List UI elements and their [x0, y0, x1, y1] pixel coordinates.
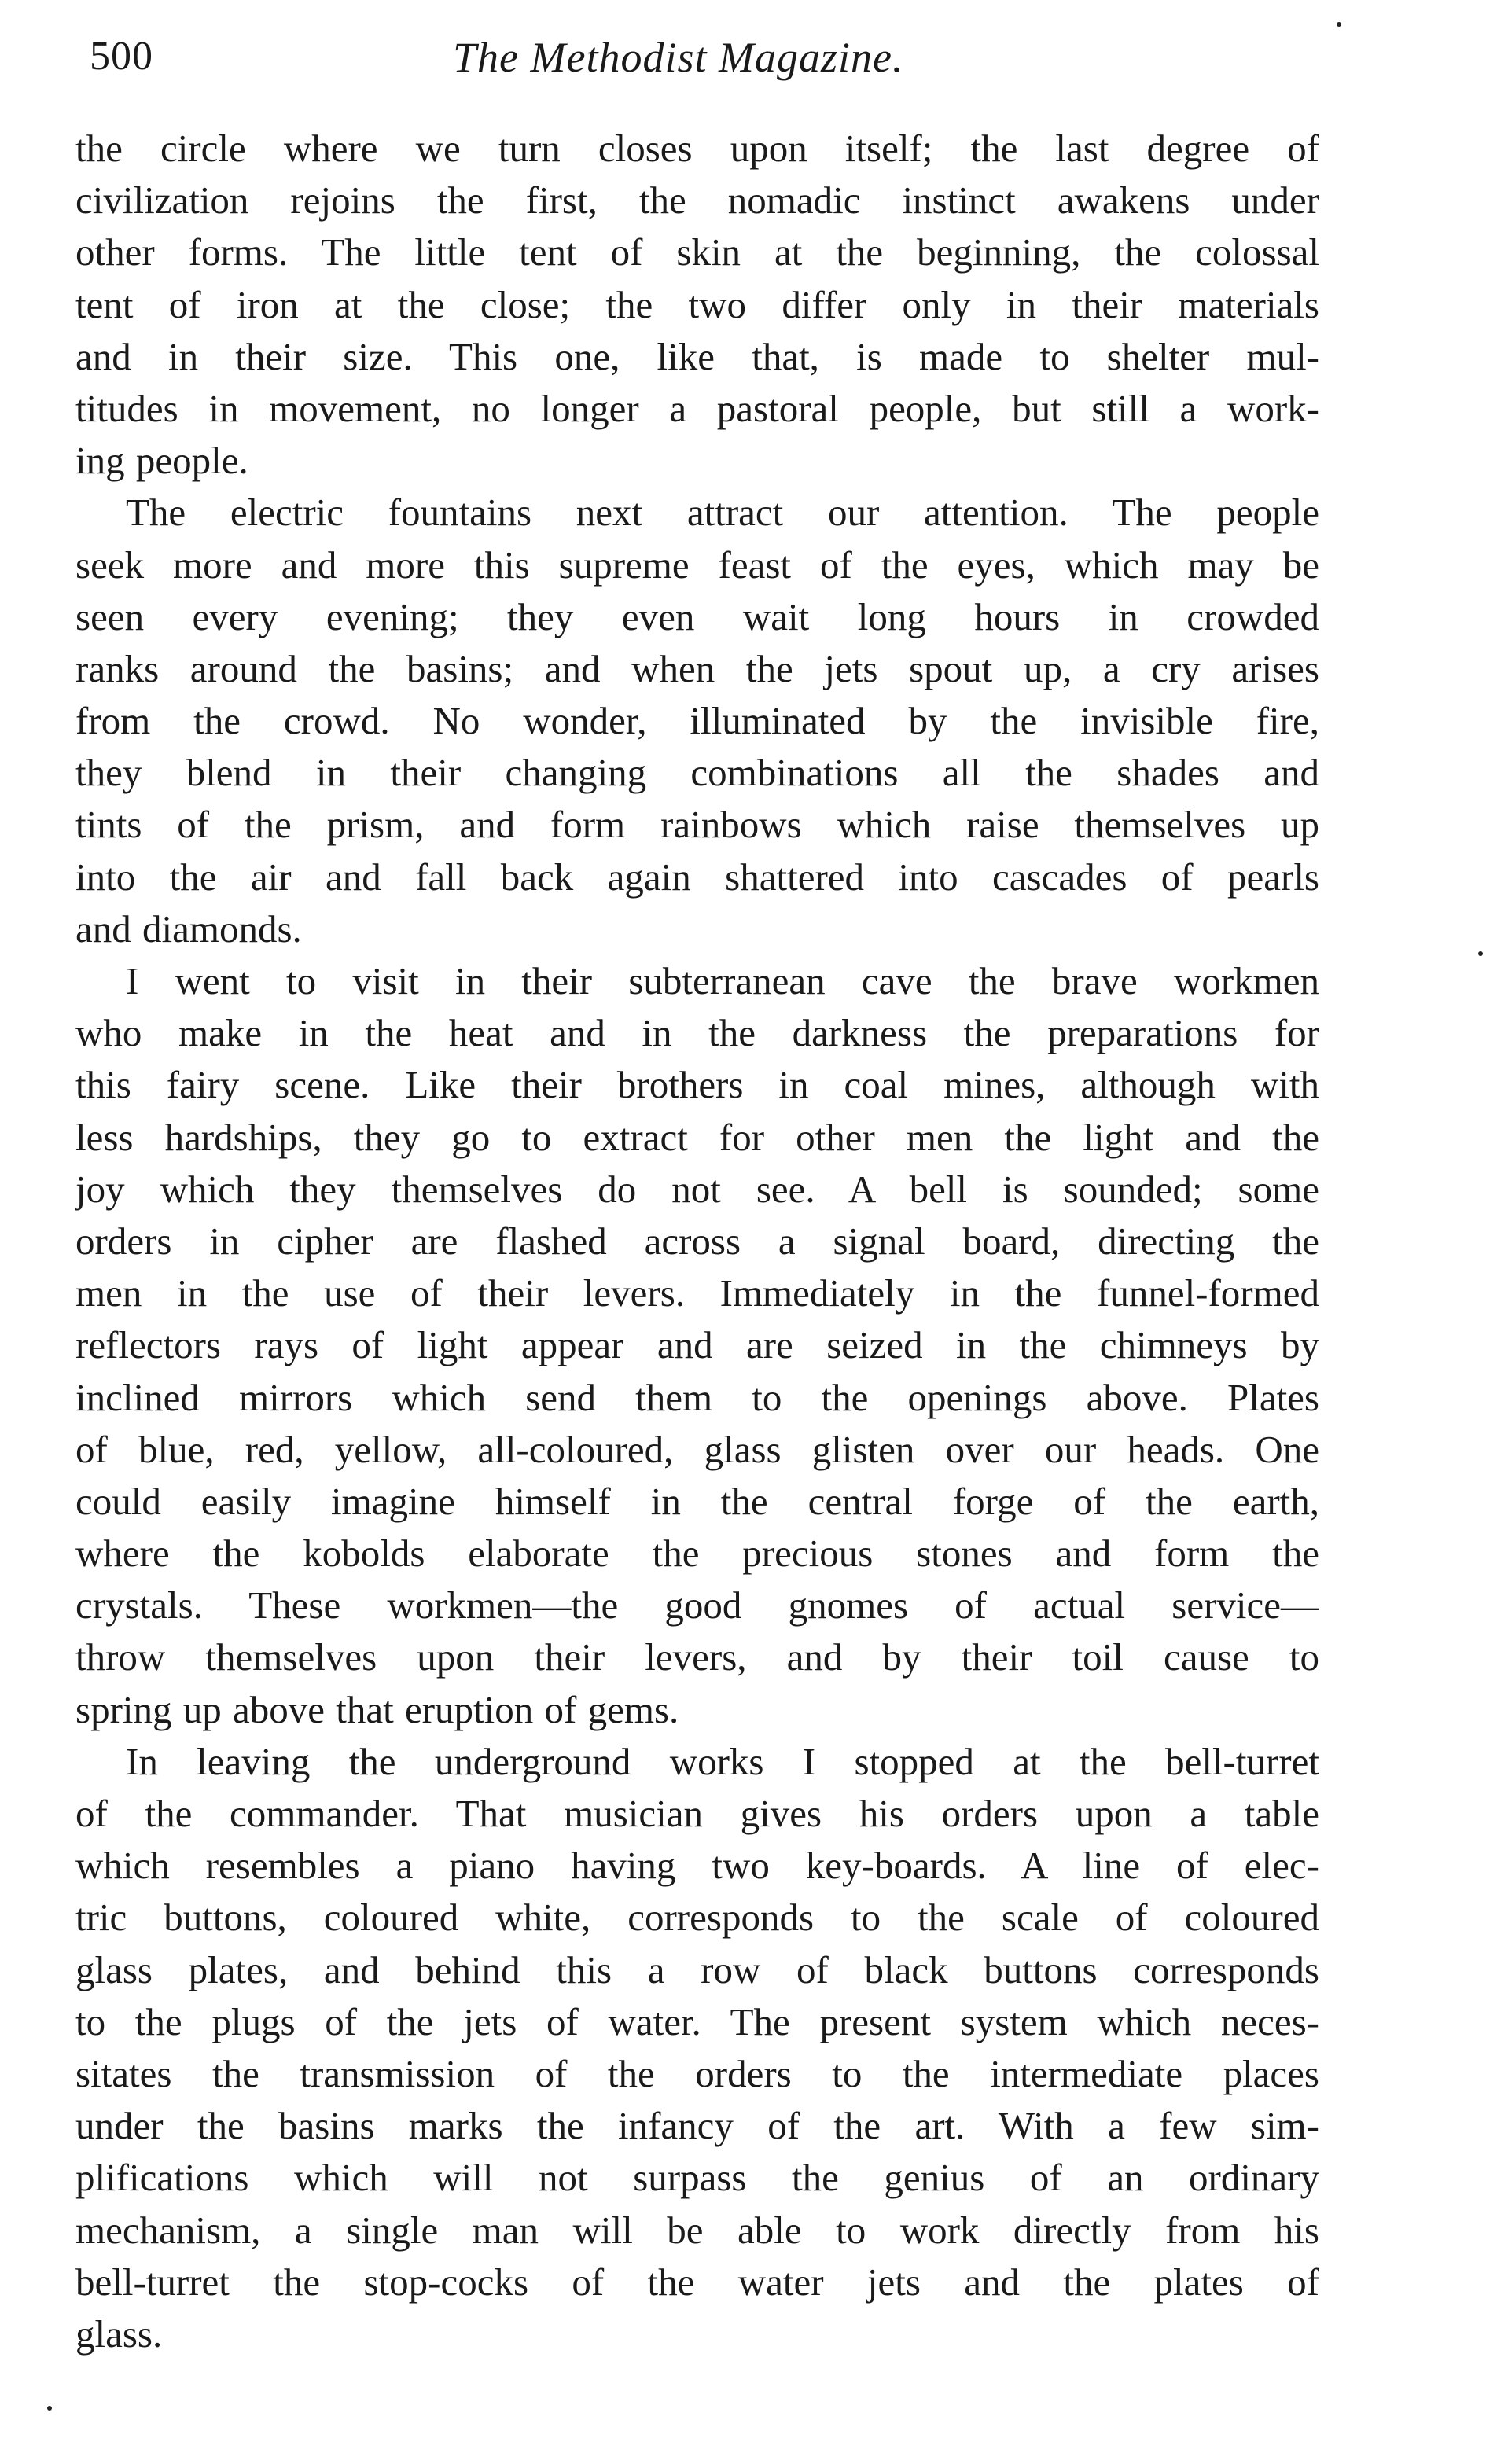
text-line: and in their size. This one, like that, is made to shelter mul- [75, 334, 1319, 378]
text-line: of blue, red, yellow, all-coloured, glass glisten over our heads. One [75, 1427, 1319, 1471]
paragraph-end-line: spring up above that eruption of gems. [75, 1687, 679, 1731]
text-line: tints of the prism, and form rainbows which raise themselves up [75, 803, 1319, 847]
text-line: civilization rejoins the first, the nomadic instinct awakens under [75, 178, 1319, 222]
paragraph-start-line: In leaving the underground works I stopped at the bell-turret [126, 1739, 1319, 1783]
print-speck [47, 2406, 52, 2411]
text-line: which resembles a piano having two key-boards. A line of elec- [75, 1844, 1319, 1888]
text-line: from the crowd. No wonder, illuminated by the invisible fire, [75, 699, 1319, 743]
text-line: who make in the heat and in the darkness the preparations for [75, 1011, 1319, 1055]
text-line: inclined mirrors which send them to the openings above. Plates [75, 1375, 1319, 1419]
text-line: joy which they themselves do not see. A bell is sounded; some [75, 1167, 1319, 1211]
text-line: where the kobolds elaborate the precious stones and form the [75, 1532, 1319, 1576]
text-line: the circle where we turn closes upon itself; the last degree of [75, 127, 1319, 170]
text-line: orders in cipher are flashed across a signal board, directing the [75, 1219, 1319, 1263]
text-line: this fairy scene. Like their brothers in coal mines, although with [75, 1063, 1319, 1107]
text-line: to the plugs of the jets of water. The present system which neces- [75, 1999, 1319, 2043]
text-line: tric buttons, coloured white, corresponds to the scale of coloured [75, 1896, 1319, 1940]
text-line: sitates the transmission of the orders to the intermediate places [75, 2051, 1319, 2095]
text-line: reflectors rays of light appear and are seized in the chimneys by [75, 1323, 1319, 1367]
running-head [82, 30, 1324, 93]
text-line: could easily imagine himself in the central forge of the earth, [75, 1479, 1319, 1523]
journal-title: The Methodist Magazine. [453, 34, 904, 81]
text-line: of the commander. That musician gives his orders upon a table [75, 1792, 1319, 1835]
text-line: titudes in movement, no longer a pastoral people, but still a work- [75, 386, 1319, 430]
text-line: other forms. The little tent of skin at the beginning, the colossal [75, 230, 1319, 274]
paragraph-start-line: I went to visit in their subterranean cave the brave workmen [126, 959, 1319, 1002]
text-line: less hardships, they go to extract for other men the light and the [75, 1115, 1319, 1159]
text-line: crystals. These workmen—the good gnomes of actual service— [75, 1583, 1319, 1627]
text-line: ranks around the basins; and when the jets spout up, a cry arises [75, 646, 1319, 690]
text-line: into the air and fall back again shattered into cascades of pearls [75, 855, 1319, 899]
print-speck [1478, 951, 1483, 956]
text-line: men in the use of their levers. Immediately in the funnel-formed [75, 1271, 1319, 1315]
text-line: they blend in their changing combinations all the shades and [75, 751, 1319, 795]
text-line: bell-turret the stop-cocks of the water jets and the plates of [75, 2260, 1319, 2304]
text-line: seek more and more this supreme feast of the eyes, which may be [75, 542, 1319, 587]
text-line: tent of iron at the close; the two differ only in their materials [75, 282, 1319, 326]
paragraph-end-line: glass. [75, 2311, 163, 2356]
text-line: seen every evening; they even wait long hours in crowded [75, 594, 1319, 638]
page-number: 500 [90, 34, 153, 79]
text-line: mechanism, a single man will be able to work directly from his [75, 2208, 1319, 2252]
text-line: throw themselves upon their levers, and by their toil cause to [75, 1635, 1319, 1679]
text-line: under the basins marks the infancy of the art. With a few sim- [75, 2104, 1319, 2148]
paragraph-end-line: and diamonds. [75, 907, 302, 951]
paragraph-start-line: The electric fountains next attract our attention. The people [126, 491, 1319, 535]
paragraph-end-line: ing people. [75, 439, 248, 483]
body-text [75, 123, 1319, 2360]
print-speck [1337, 22, 1341, 27]
text-line: glass plates, and behind this a row of black buttons corresponds [75, 1947, 1319, 1991]
text-line: plifications which will not surpass the genius of an ordinary [75, 2156, 1319, 2200]
